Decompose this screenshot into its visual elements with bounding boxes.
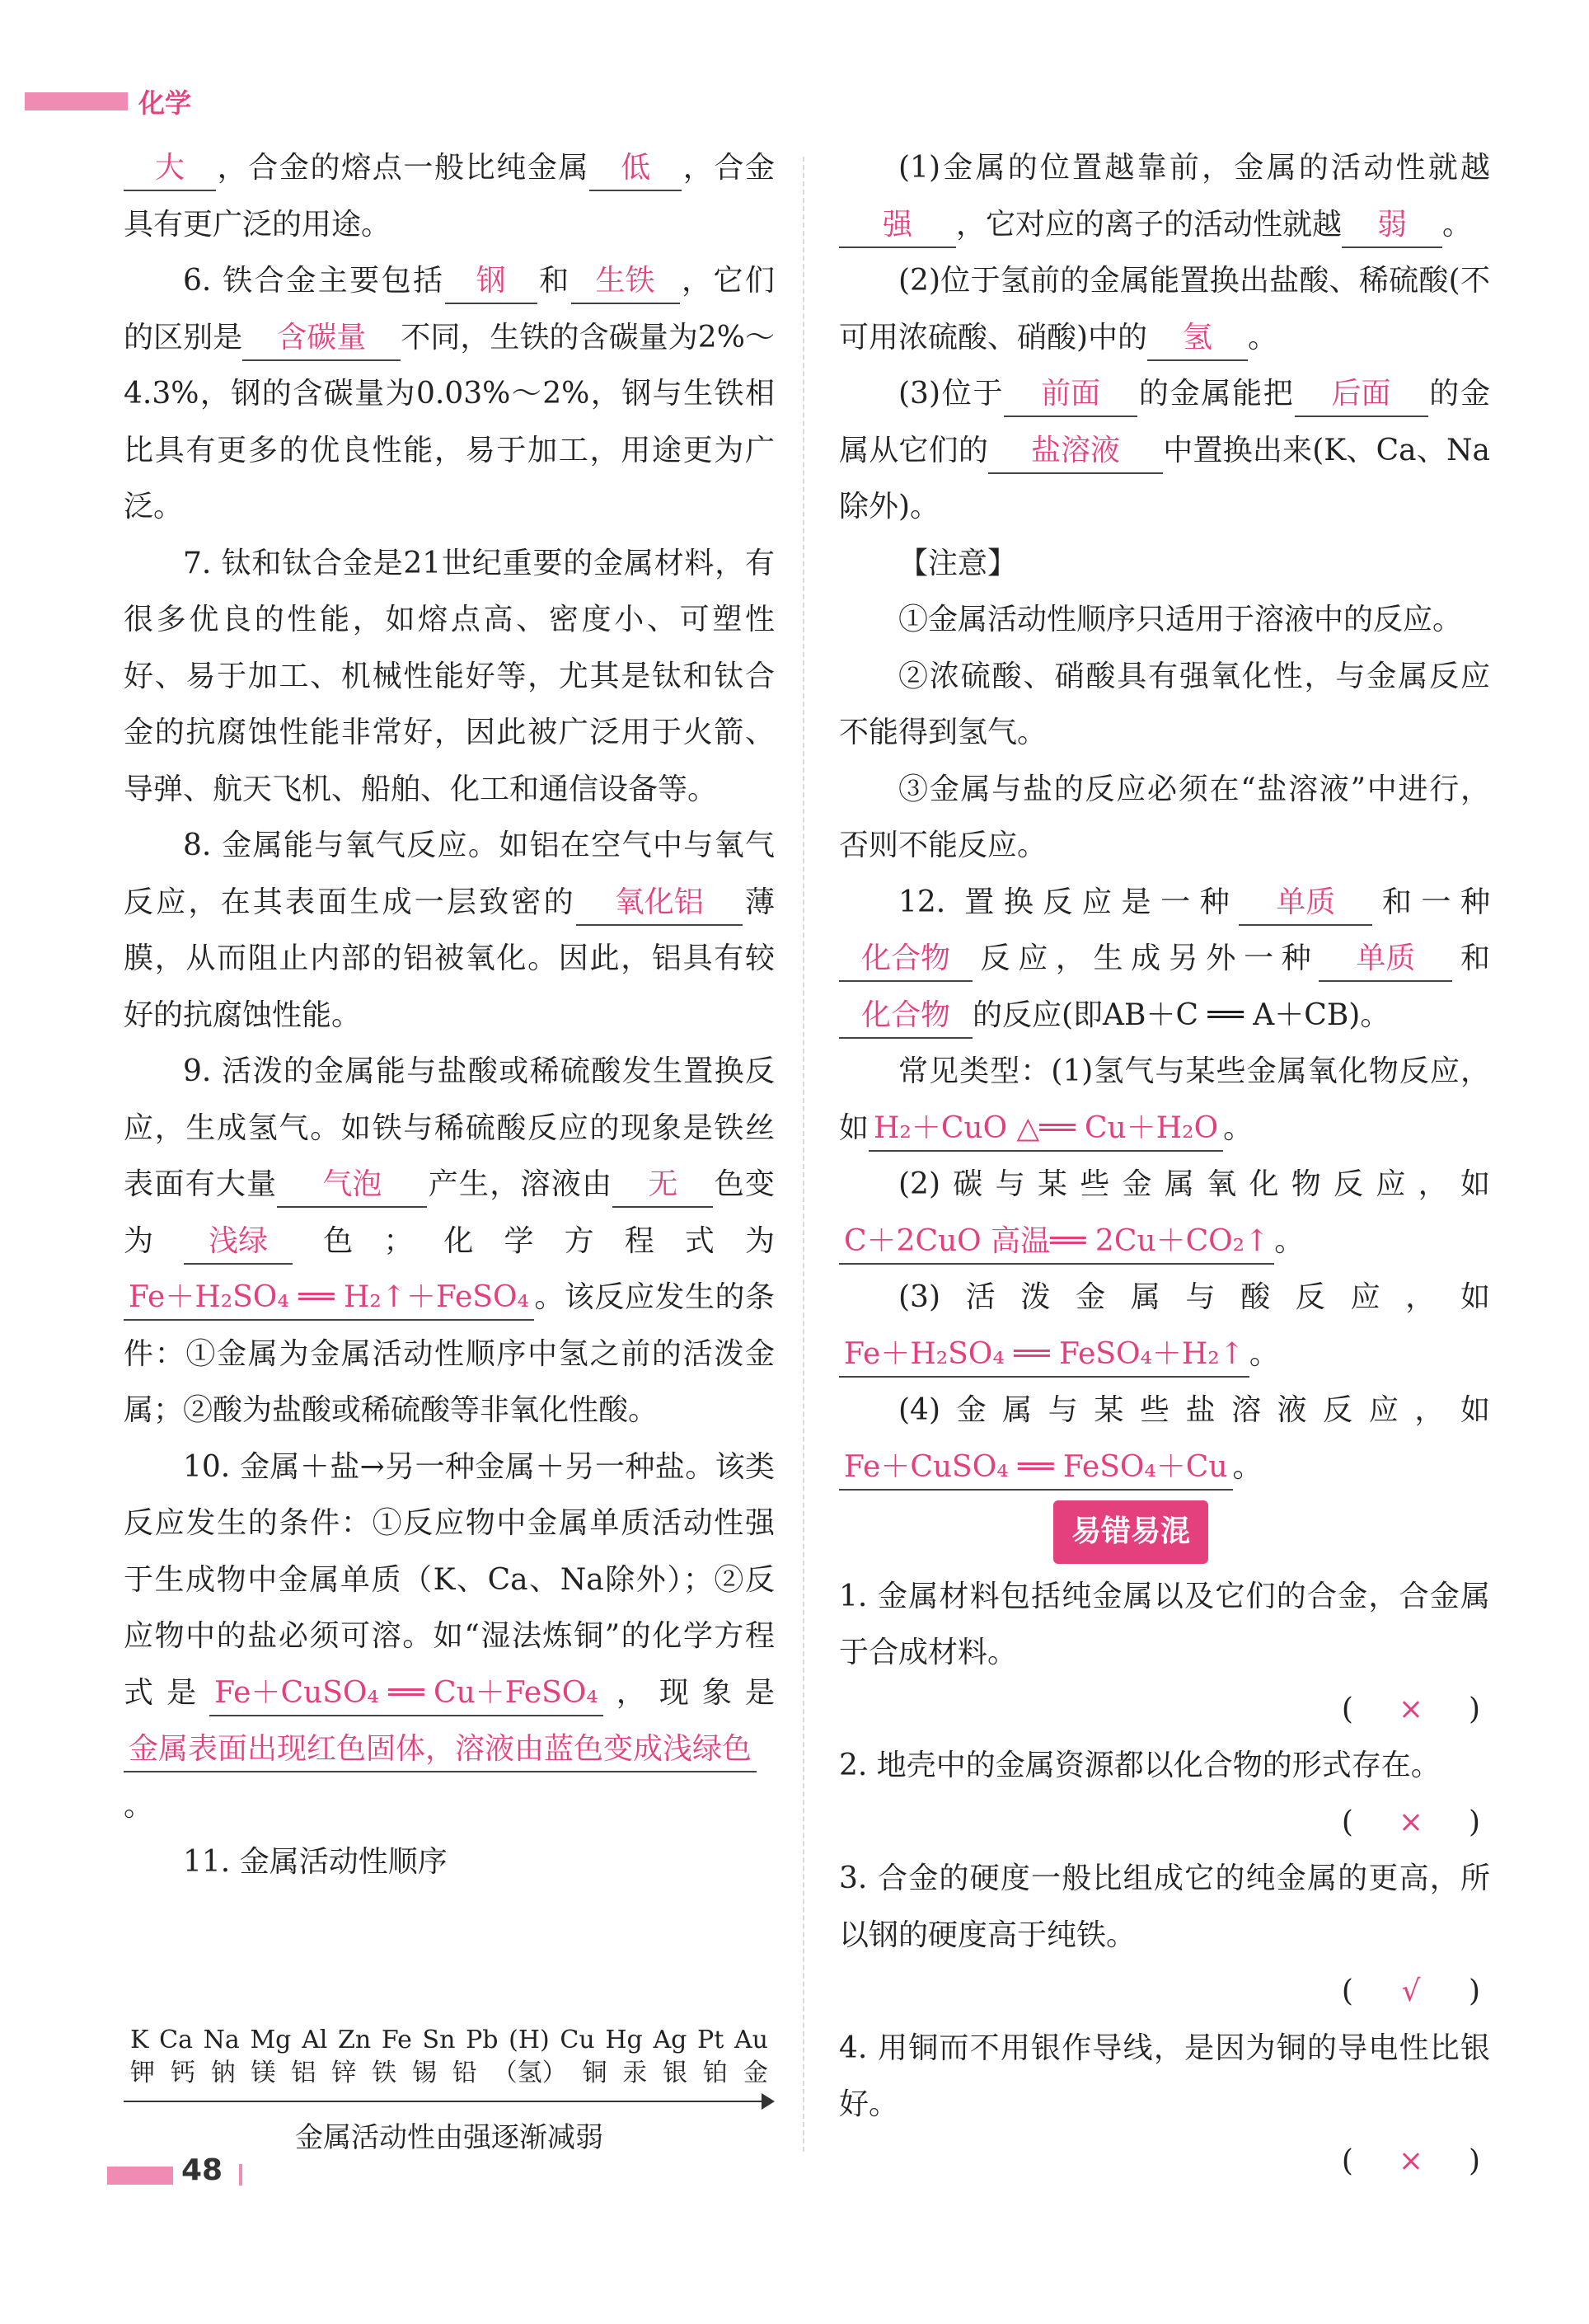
text: (2)碳与某些金属氧化物反应，如	[898, 1167, 1490, 1201]
blank-answer: 强	[839, 204, 956, 248]
text: ，合金的熔点一般比纯金属	[216, 151, 590, 185]
blank-answer: 化合物	[839, 994, 973, 1039]
metal-name: 铅	[452, 2059, 477, 2087]
text: 色变为	[124, 1167, 775, 1258]
blank-answer: 后面	[1295, 373, 1428, 417]
text: ，合金具有更广泛的用途。	[124, 151, 775, 242]
metal-name: 铂	[702, 2059, 728, 2087]
metal-name: 锡	[411, 2059, 437, 2087]
activity-series-caption: 金属活动性由强逐渐减弱	[295, 2121, 603, 2154]
metal-name: 钠	[210, 2059, 236, 2087]
metal-symbol: Ca	[159, 2026, 193, 2054]
text: 和	[1452, 941, 1490, 975]
metal-symbol: Sn	[422, 2026, 456, 2054]
blank-answer: 单质	[1319, 937, 1452, 982]
metal-symbol: Mg	[250, 2026, 292, 2054]
answer-mark: ×	[1398, 1805, 1424, 1839]
paren-close: )	[1468, 2143, 1480, 2178]
metal-symbol: Fe	[381, 2026, 412, 2054]
metal-symbol: Hg	[605, 2026, 643, 2054]
paragraph-12	[839, 875, 1490, 1045]
metal-name: （氢）	[492, 2059, 567, 2087]
text: (1)金属的位置越靠前，金属的活动性就越	[898, 151, 1490, 185]
text: 12. 置换反应是一种	[898, 885, 1240, 919]
activity-arrow	[124, 2093, 775, 2110]
blank-answer: 低	[589, 147, 682, 191]
blank-answer: 氢	[1147, 317, 1248, 361]
text: 。	[1442, 207, 1473, 242]
text: ，它们的区别是	[124, 264, 775, 354]
text: 薄膜，从而阻止内部的铝被氧化。因此，铝具有较好的抗腐蚀性能。	[124, 885, 775, 1032]
equation-answer: Fe＋H₂SO₄ ══ H₂↑＋FeSO₄	[124, 1276, 534, 1321]
text: (4)金属与某些盐溶液反应，如	[898, 1393, 1490, 1427]
paren-close: )	[1468, 1974, 1480, 2008]
blank-answer: 含碳量	[242, 317, 401, 361]
text: ，现象是	[602, 1675, 775, 1710]
text: ，它对应的离子的活动性就越	[956, 207, 1343, 242]
blank-answer: 无	[612, 1163, 713, 1208]
note-1: ①金属活动性顺序只适用于溶液中的反应。	[898, 603, 1463, 636]
quiz-question: 4. 用铜而不用银作导线，是因为铜的导电性比银好。	[839, 2031, 1490, 2121]
text: 。	[1232, 1449, 1263, 1484]
rule-3	[839, 366, 1490, 536]
metal-symbol: (H)	[509, 2026, 550, 2054]
quiz-item	[839, 1851, 1490, 2021]
note-title: 【注意】	[898, 546, 1018, 580]
text: (2)位于氢前的金属能置换出盐酸、稀硫酸(不可用浓硫酸、硝酸)中的	[839, 264, 1490, 354]
metal-symbol: Au	[734, 2026, 768, 2054]
note-2: ②浓硫酸、硝酸具有强氧化性，与金属反应不能得到氢气。	[839, 659, 1490, 749]
metal-symbol: K	[130, 2026, 149, 2054]
paragraph-7: 7. 钛和钛合金是21世纪重要的金属材料，有很多优良的性能，如熔点高、密度小、可塑性好、易于加工、机械性能好等，尤其是钛和钛合金的抗腐蚀性能非常好，因此被广泛用于火箭、导弹、航天飞机、船舶、化工和通信设备等。	[124, 546, 775, 806]
blank-answer: 前面	[1004, 373, 1137, 417]
text: 中置换出来(K、Ca、Na除外)。	[839, 433, 1490, 523]
blank-answer: 盐溶液	[988, 430, 1163, 474]
text: 的反应(即AB＋C ══ A＋CB)。	[973, 998, 1390, 1032]
column-divider	[803, 157, 804, 2152]
quiz-item	[839, 1738, 1490, 1851]
text: 产生，溶液由	[427, 1167, 613, 1201]
paragraph-6	[124, 253, 775, 536]
activity-series-symbols	[124, 2024, 775, 2057]
equation-answer: Fe＋CuSO₄ ══ FeSO₄＋Cu	[839, 1446, 1233, 1491]
paragraph-9	[124, 1044, 775, 1439]
paren-close: )	[1468, 1805, 1480, 1839]
quiz-answer	[839, 1964, 1490, 2021]
quiz-question: 1. 金属材料包括纯金属以及它们的合金，合金属于合成材料。	[839, 1579, 1490, 1669]
answer-mark: √	[1401, 1974, 1421, 2008]
text: (3)位于	[898, 377, 1005, 411]
note-3: ③金属与盐的反应必须在“盐溶液”中进行，否则不能反应。	[839, 772, 1490, 862]
metal-name: 铜	[582, 2059, 607, 2087]
blank-answer: 大	[124, 147, 216, 191]
metal-name: 铁	[372, 2059, 397, 2087]
answer-mark: ×	[1398, 1692, 1424, 1726]
metal-symbol: Na	[203, 2026, 240, 2054]
text: 反应，生成另外一种	[973, 941, 1319, 975]
text: 和	[537, 264, 571, 298]
metal-name: 金	[743, 2059, 768, 2087]
quiz-list	[839, 1569, 1490, 2190]
metal-name: 银	[663, 2059, 688, 2087]
text: 6. 铁合金主要包括	[183, 264, 445, 298]
metal-symbol: Pb	[466, 2026, 499, 2054]
equation-answer: Fe＋CuSO₄ ══ Cu＋FeSO₄	[209, 1672, 603, 1716]
quiz-answer	[839, 2134, 1490, 2190]
quiz-answer	[839, 1682, 1490, 1739]
text: 10. 金属＋盐→另一种金属＋另一种盐。该类反应发生的条件：①反应物中金属单质活动性强于生成物中金属单质（K、Ca、Na除外）；②反应物中的盐必须可溶。如“湿法炼铜”的化学方程式是	[124, 1449, 775, 1710]
rule-2	[839, 253, 1490, 366]
text: 的金属能把	[1137, 377, 1295, 411]
metal-name: 铝	[291, 2059, 316, 2087]
metal-symbol: Cu	[560, 2026, 595, 2054]
text: 的金属从它们的	[839, 377, 1490, 467]
activity-series-names	[124, 2057, 775, 2090]
left-column	[124, 140, 775, 1891]
text: 不同，生铁的含碳量为2%～4.3%，钢的含碳量为0.03%～2%，钢与生铁相比具有更多的优良性能，易于加工，用途更为广泛。	[124, 320, 775, 523]
text: (3)活泼金属与酸反应，如	[898, 1280, 1490, 1314]
activity-series	[124, 2024, 775, 2155]
metal-name: 锌	[331, 2059, 357, 2087]
blank-answer: 化合物	[839, 937, 973, 982]
blank-answer: 弱	[1342, 204, 1442, 248]
answer-mark: ×	[1398, 2143, 1424, 2178]
section-tag-row	[839, 1500, 1490, 1564]
blank-answer: 气泡	[277, 1163, 427, 1208]
text: 9. 活泼的金属能与盐酸或稀硫酸发生置换反应，生成氢气。如铁与稀硫酸反应的现象是铁丝表面有大量	[124, 1054, 775, 1201]
blank-answer: 金属表面出现红色固体，溶液由蓝色变成浅绿色	[124, 1728, 757, 1772]
footer-tick	[239, 2164, 242, 2185]
quiz-question: 2. 地壳中的金属资源都以化合物的形式存在。	[839, 1749, 1441, 1782]
metal-name: 汞	[622, 2059, 648, 2087]
text: 。	[1274, 1223, 1305, 1258]
text: 。	[1248, 320, 1278, 354]
reaction-type-2	[839, 1157, 1490, 1270]
paren-open: (	[1341, 1974, 1353, 2008]
blank-answer: 生铁	[571, 260, 680, 304]
paragraph-10	[124, 1439, 775, 1835]
metal-name: 钾	[130, 2059, 155, 2087]
equation-answer: H₂＋CuO △══ Cu＋H₂O	[869, 1107, 1223, 1152]
text: 。	[124, 1788, 154, 1823]
quiz-item	[839, 1569, 1490, 1739]
quiz-item	[839, 2021, 1490, 2190]
text: 色；化学方程式为	[293, 1223, 775, 1258]
paren-close: )	[1468, 1692, 1480, 1726]
reaction-type-4	[839, 1383, 1490, 1495]
metal-symbol: Pt	[697, 2026, 724, 2054]
section-tag: 易错易混	[1053, 1500, 1208, 1564]
text: 。	[1223, 1110, 1254, 1145]
paragraph-alloy-end	[124, 140, 775, 253]
blank-answer: 氧化铝	[576, 881, 743, 926]
blank-answer: 浅绿	[184, 1220, 293, 1265]
right-column	[839, 140, 1490, 2190]
subject-label: 化学	[138, 87, 192, 119]
page-number: 48	[181, 2153, 223, 2187]
text: 和一种	[1372, 885, 1490, 919]
quiz-answer	[839, 1795, 1490, 1852]
blank-answer: 单质	[1239, 881, 1372, 926]
metal-symbol: Zn	[338, 2026, 372, 2054]
blank-answer: 钢	[445, 260, 537, 304]
footer-bar	[107, 2167, 173, 2185]
reaction-type-3	[839, 1270, 1490, 1383]
metal-name: 镁	[251, 2059, 276, 2087]
reaction-types	[839, 1044, 1490, 1157]
paren-open: (	[1341, 2143, 1353, 2178]
equation-answer: Fe＋H₂SO₄ ══ FeSO₄＋H₂↑	[839, 1333, 1249, 1378]
text: 8. 金属能与氧气反应。如铝在空气中与氧气反应，在其表面生成一层致密的	[124, 829, 775, 919]
quiz-question: 3. 合金的硬度一般比组成它的纯金属的更高，所以钢的硬度高于纯铁。	[839, 1862, 1490, 1952]
text: 。该反应发生的条件：①金属为金属活动性顺序中氢之前的活泼金属；②酸为盐酸或稀硫酸等非氧化性酸。	[124, 1280, 775, 1427]
rule-1	[839, 140, 1490, 253]
paren-open: (	[1341, 1692, 1353, 1726]
header-bar	[25, 92, 128, 110]
text: 常见类型：(1)氢气与某些金属氧化物反应，如	[839, 1054, 1490, 1145]
text: 。	[1249, 1336, 1279, 1371]
metal-name: 钙	[170, 2059, 195, 2087]
metal-symbol: Al	[302, 2026, 328, 2054]
equation-answer: C＋2CuO 高温══ 2Cu＋CO₂↑	[839, 1220, 1274, 1265]
paren-open: (	[1341, 1805, 1353, 1839]
paragraph-11: 11. 金属活动性顺序	[183, 1845, 448, 1879]
paragraph-8	[124, 818, 775, 1044]
metal-symbol: Ag	[653, 2026, 687, 2054]
